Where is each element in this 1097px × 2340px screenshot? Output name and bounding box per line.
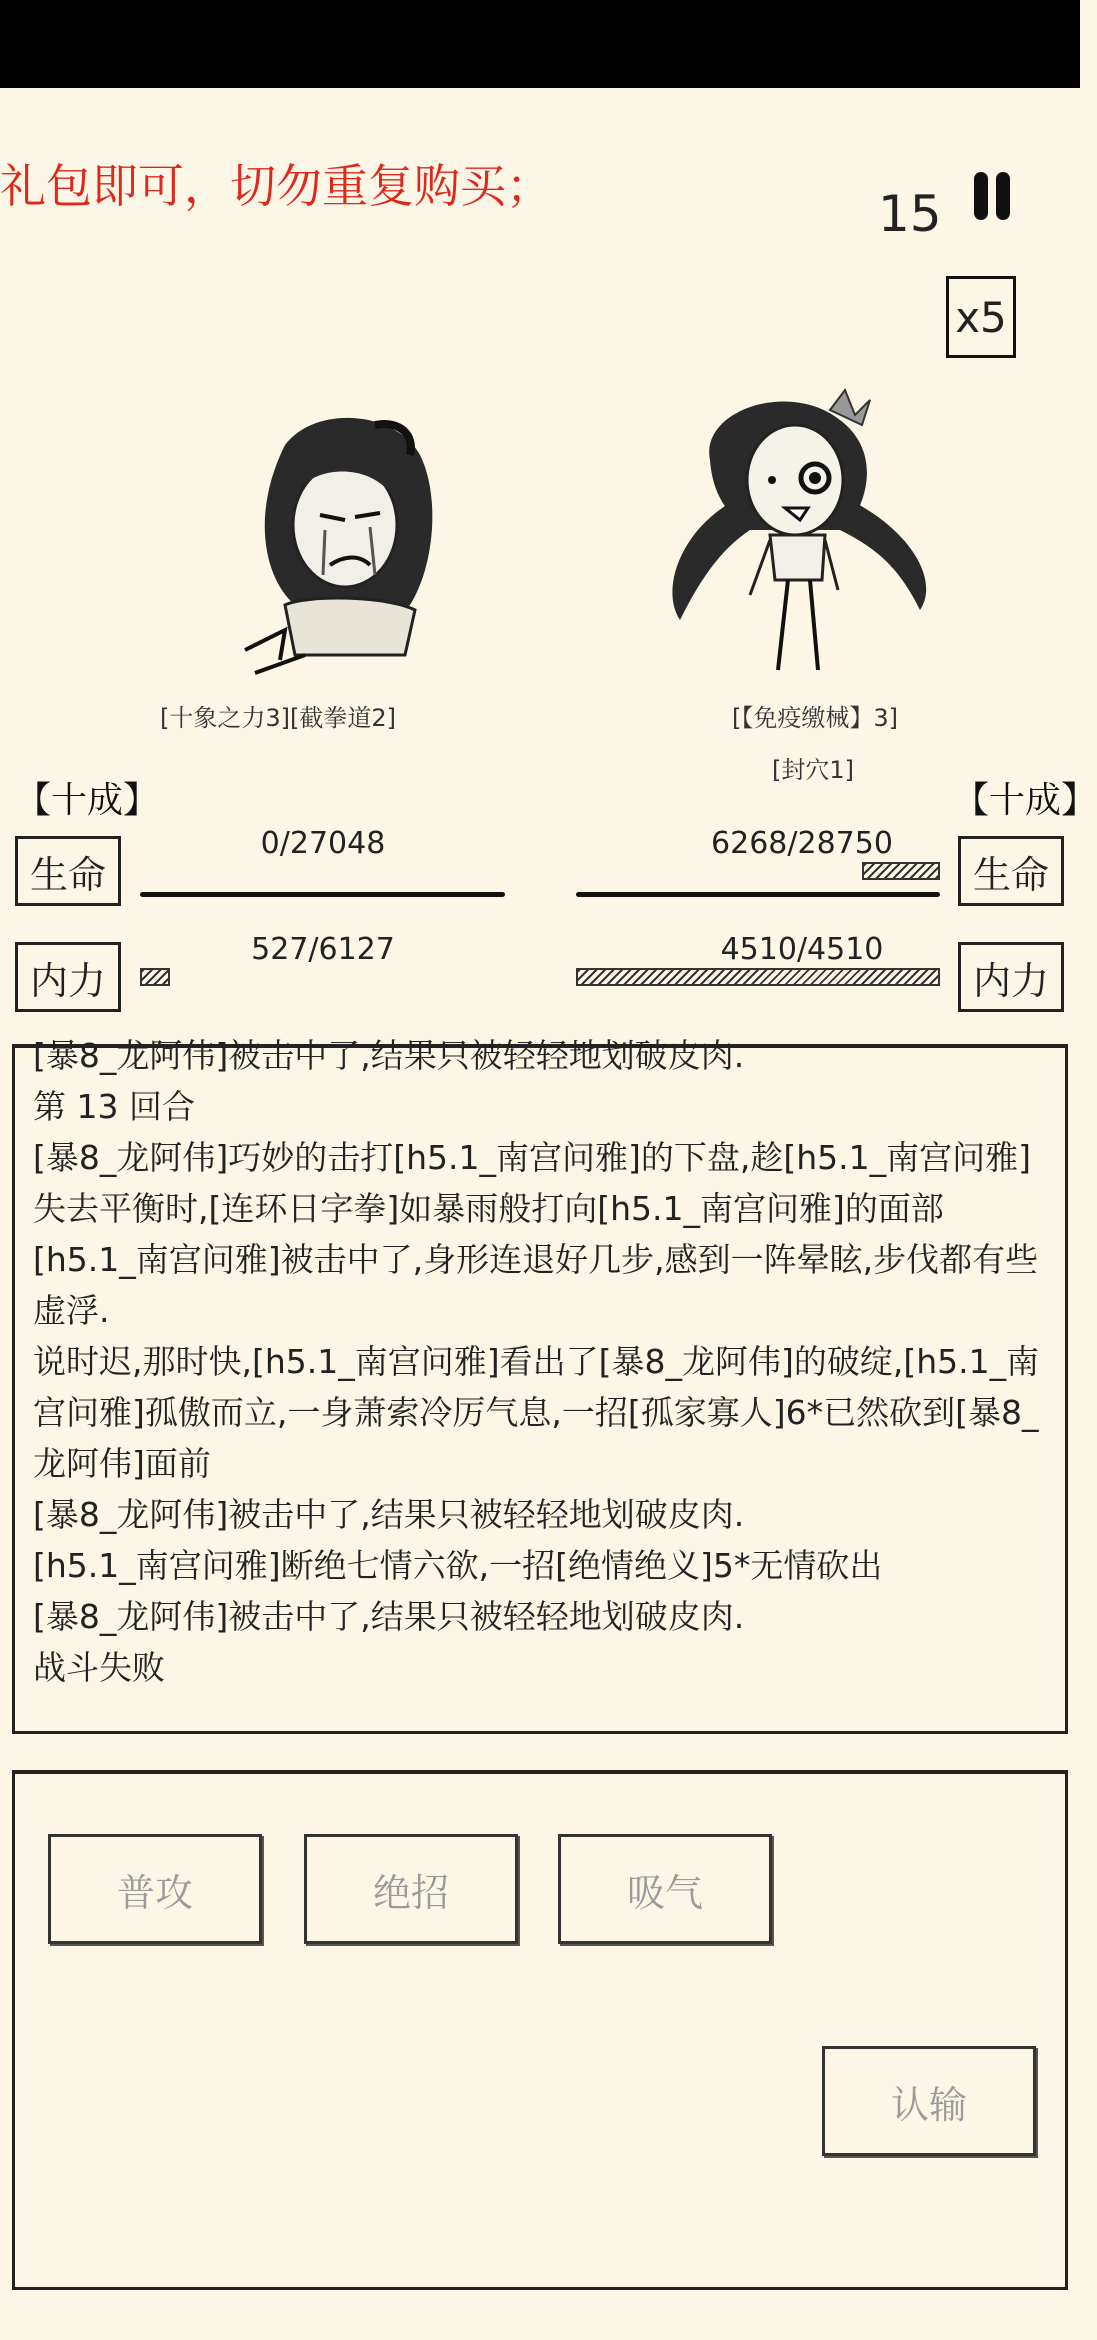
log-line: [暴8_龙阿伟]被击中了,结果只被轻轻地划破皮肉. <box>33 1036 745 1075</box>
ultimate-skill-button[interactable]: 绝招 <box>304 1834 518 1944</box>
round-counter: 15 <box>878 185 942 243</box>
player-hp-label: 生命 <box>15 836 121 906</box>
enemy-status-tags: [封穴1] <box>772 756 854 784</box>
player-hp-bar <box>140 892 505 897</box>
player-hp-value: 0/27048 <box>260 826 386 861</box>
log-line: [h5.1_南宫问雅]被击中了,身形连退好几步,感到一阵晕眩,步伐都有些虚浮. <box>33 1240 1039 1330</box>
enemy-hp-bar <box>576 892 940 897</box>
enemy-avatar <box>640 380 960 680</box>
speed-toggle-button[interactable]: x5 <box>946 276 1016 358</box>
log-line: [暴8_龙阿伟]巧妙的击打[h5.1_南宫问雅]的下盘,趁[h5.1_南宫问雅]失去平衡时,[连环日字拳]如暴雨般打向[h5.1_南宫问雅]的面部 <box>33 1138 1032 1228</box>
surrender-button[interactable]: 认输 <box>822 2046 1036 2156</box>
log-line: 战斗失败 <box>33 1648 165 1687</box>
player-mp-value: 527/6127 <box>251 932 395 967</box>
breathe-button[interactable]: 吸气 <box>558 1834 772 1944</box>
log-line: [暴8_龙阿伟]被击中了,结果只被轻轻地划破皮肉. <box>33 1597 745 1636</box>
player-skill-tags: [十象之力3][截拳道2] <box>160 704 396 732</box>
log-line: 说时迟,那时快,[h5.1_南宫问雅]看出了[暴8_龙阿伟]的破绽,[h5.1_南宫问雅]孤傲而立,一身萧索冷厉气息,一招[孤家寡人]6*已然砍到[暴8_龙阿伟]面前 <box>33 1342 1040 1483</box>
enemy-hp-fill <box>862 862 940 880</box>
status-bar <box>0 0 1080 88</box>
pause-button[interactable] <box>970 172 1014 220</box>
pause-icon <box>974 172 988 220</box>
enemy-mp-value: 4510/4510 <box>720 932 884 967</box>
battle-log[interactable] <box>12 1036 1068 1734</box>
log-line: [h5.1_南宫问雅]断绝七情六欲,一招[绝情绝义]5*无情砍出 <box>33 1546 883 1585</box>
log-line: [暴8_龙阿伟]被击中了,结果只被轻轻地划破皮肉. <box>33 1495 745 1534</box>
enemy-mp-label: 内力 <box>958 942 1064 1012</box>
player-mp-label: 内力 <box>15 942 121 1012</box>
enemy-hp-label: 生命 <box>958 836 1064 906</box>
normal-attack-button[interactable]: 普攻 <box>48 1834 262 1944</box>
enemy-power-level: 【十成】 <box>953 780 1097 821</box>
enemy-skill-tags: [【免疫缴械】3] <box>732 704 898 732</box>
player-power-level: 【十成】 <box>15 780 160 821</box>
player-avatar <box>225 405 465 685</box>
announcement-marquee: 礼包即可，切勿重复购买； <box>0 159 552 213</box>
enemy-mp-bar <box>576 968 940 986</box>
enemy-hp-value: 6268/28750 <box>711 826 893 861</box>
player-mp-bar <box>140 968 170 986</box>
log-line: 第 13 回合 <box>33 1087 195 1126</box>
